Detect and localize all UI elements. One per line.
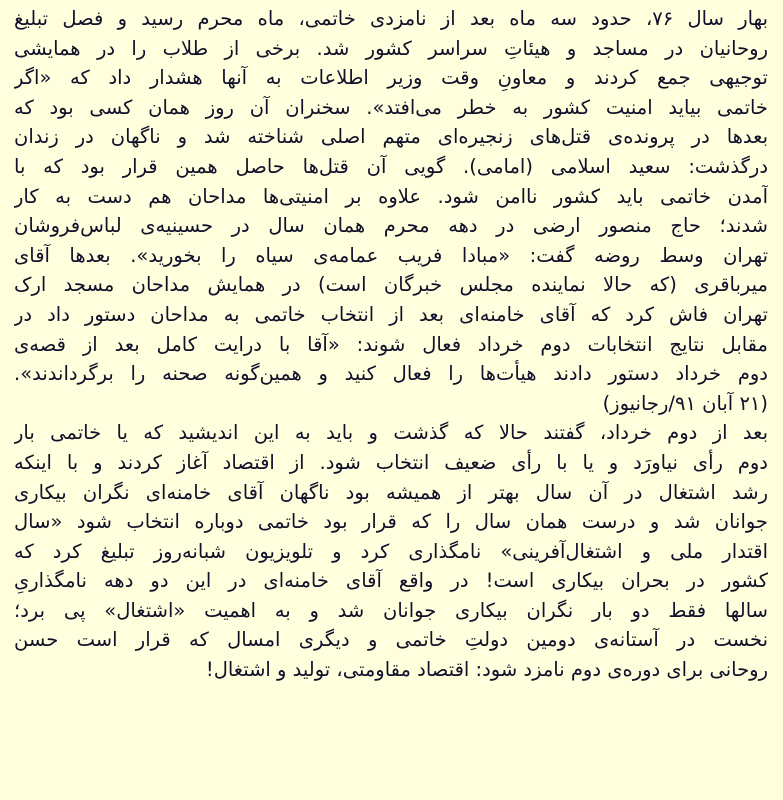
article-text	[14, 4, 768, 685]
text-line: تهران فاش کرد که آقای خامنه‌ای بعد از انتخاب خاتمی به مداحان دستور داد در	[14, 302, 768, 326]
paragraph-2	[14, 418, 768, 684]
text-line: اقتدار ملی و اشتغال‌آفرینی» نامگذاری کرد و تلویزیون شبانه‌روز تبلیغ کرد که	[14, 539, 768, 563]
text-line: میرباقری (که حالا نماینده مجلس خبرگان است) در همایش مداحان مسجد ارک	[14, 273, 768, 297]
text-line: بعد از دوم خرداد، گفتند حالا که گذشت و باید به این اندیشید که یا خاتمی بار	[14, 421, 768, 445]
text-line: توجیهی جمع کردند و معاونِ وقت وزیر اطلاعات به آنها هشدار داد که «اگر	[14, 66, 768, 90]
text-line: کشور در بحران بیکاری است! در واقع آقای خامنه‌ای در این دو دهه نامگذاریِ	[14, 569, 768, 593]
text-line: آمدن خاتمی باید کشور ناامن شود. علاوه بر امنیتی‌ها مداحان هم دست به کار	[14, 184, 768, 208]
text-line: تهران وسط روضه گفت: «مبادا فریب عمامه‌ی سیاه را بخورید». بعدها آقای	[14, 243, 768, 267]
text-line: درگذشت: سعید اسلامی (امامی). گویی آن قتل‌ها حاصل همین قرار بود که با	[14, 154, 768, 178]
text-line: سالها فقط دو بار نگران بیکاری جوانان شد و به اهمیت «اشتغال» پی برد؛	[14, 598, 768, 622]
text-line: دوم رأی نیاورَد و یا با رأی ضعیف انتخاب شود. از اقتصاد آغاز کردند و با اینکه	[14, 450, 768, 474]
text-line: روحانیان در مساجد و هیئاتِ سراسر کشور شد. برخی از طلاب را در همایشی	[14, 36, 768, 60]
text-line: مقابل نتایج انتخابات دوم خرداد فعال شوند: «آقا با درایت کامل بعد از قصه‌ی	[14, 332, 768, 356]
text-line: روحانی برای دوره‌ی دوم نامزد شود: اقتصاد مقاومتی، تولید و اشتغال!	[205, 658, 768, 682]
text-line: شدند؛ حاج منصور ارضی در دهه محرم همان سال در حسینیه‌ی لباس‌فروشان	[14, 214, 768, 238]
text-line: بعدها در پرونده‌ی قتل‌های زنجیره‌ای متهم اصلی شناخته شد و ناگهان در زندان	[14, 125, 768, 149]
text-line: جوانان شد و درست همان سال را که قرار بود خاتمی دوباره انتخاب شود «سال	[14, 510, 768, 534]
text-line: دوم خرداد دستور دادند هیأت‌ها را فعال کنید و همین‌گونه صحنه را برگرداندند».	[14, 362, 768, 386]
source-citation: (۲۱ آبان ۹۱/رجانیوز)	[602, 391, 768, 415]
text-line: نخست در آستانه‌ی دومین دولتِ خاتمی و دیگری امسال که قرار است حسن	[14, 628, 768, 652]
paragraph-1	[14, 4, 768, 418]
text-line: رشد اشتغال در آن سال بهتر از همیشه بود ناگهان آقای خامنه‌ای نگران بیکاری	[14, 480, 768, 504]
text-line: خاتمی بیاید امنیت کشور به خطر می‌افتد». سخنران آن روز همان کسی بود که	[14, 95, 768, 119]
text-line: بهار سال ۷۶، حدود سه ماه بعد از نامزدی خاتمی، ماه محرم رسید و فصل تبلیغ	[14, 7, 768, 30]
